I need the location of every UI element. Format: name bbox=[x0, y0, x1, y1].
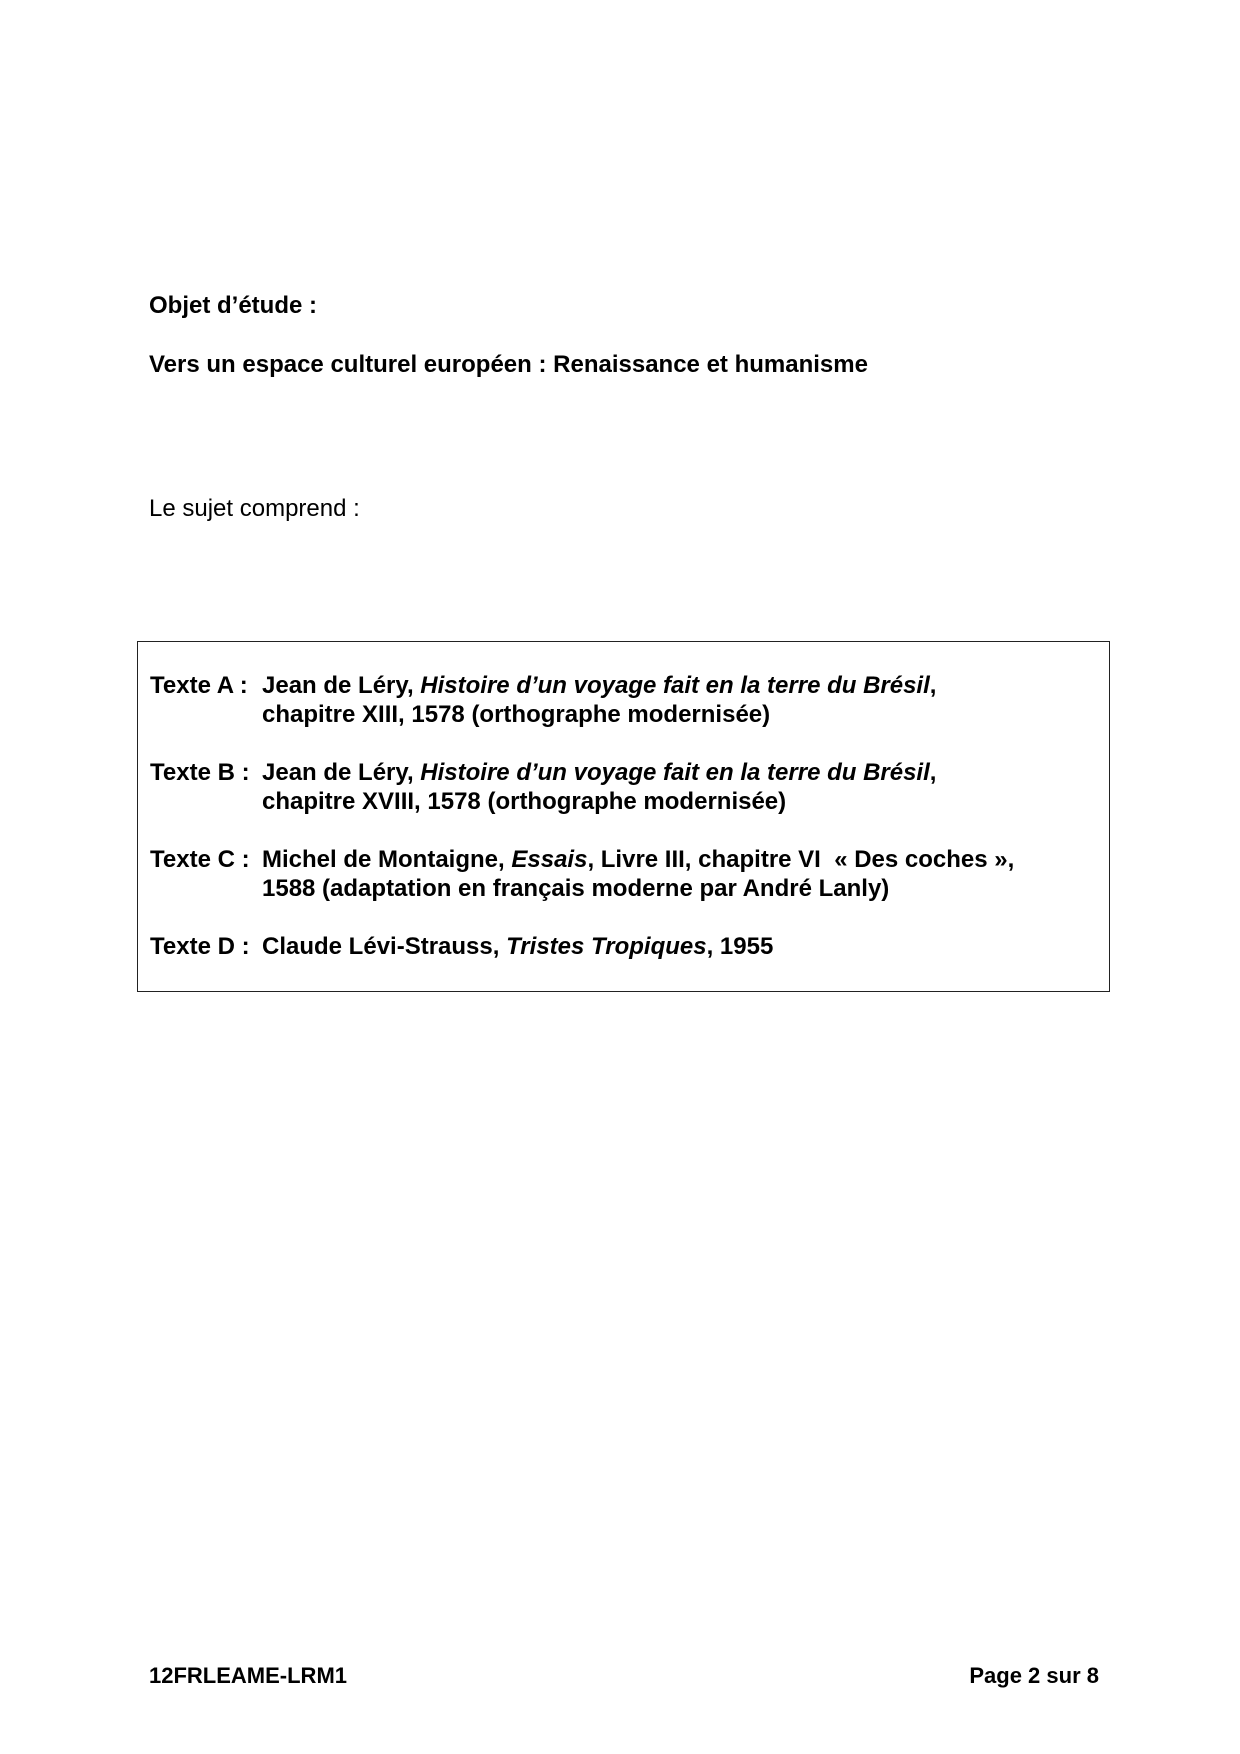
text-entry-label: Texte B : bbox=[150, 759, 250, 786]
text-entry-work: Tristes Tropiques bbox=[506, 933, 707, 960]
text-entry-a bbox=[150, 671, 936, 729]
text-entry-work: Essais bbox=[511, 846, 588, 873]
text-entry-after: , Livre III, chapitre VI « Des coches », bbox=[587, 846, 1015, 873]
texts-list-box bbox=[137, 641, 1110, 992]
text-entry-line2: chapitre XIII, 1578 (orthographe modernisée) bbox=[262, 701, 771, 728]
text-entry-after: , bbox=[929, 759, 937, 786]
footer-page-number: Page 2 sur 8 bbox=[969, 1663, 1099, 1688]
text-entry-b bbox=[150, 758, 936, 816]
text-entry-label: Texte A : bbox=[150, 672, 248, 699]
text-entry-author: Jean de Léry, bbox=[262, 759, 421, 786]
text-entry-author: Jean de Léry, bbox=[262, 672, 421, 699]
text-entry-after: , bbox=[929, 672, 937, 699]
objet-title: Vers un espace culturel européen : Renaissance et humanisme bbox=[149, 351, 868, 378]
text-entry-label: Texte D : bbox=[150, 933, 250, 960]
objet-label: Objet d’étude : bbox=[149, 292, 317, 319]
text-entry-author: Michel de Montaigne, bbox=[262, 846, 512, 873]
text-entry-d bbox=[150, 932, 773, 961]
text-entry-line2: chapitre XVIII, 1578 (orthographe modernisée) bbox=[262, 788, 787, 815]
text-entry-label: Texte C : bbox=[150, 846, 250, 873]
text-entry-work: Histoire d’un voyage fait en la terre du Brésil bbox=[420, 759, 930, 786]
text-entry-work: Histoire d’un voyage fait en la terre du Brésil bbox=[420, 672, 930, 699]
footer-exam-code: 12FRLEAME-LRM1 bbox=[149, 1663, 348, 1688]
text-entry-line2: 1588 (adaptation en français moderne par André Lanly) bbox=[262, 875, 890, 902]
intro-text: Le sujet comprend : bbox=[149, 495, 360, 522]
text-entry-author: Claude Lévi-Strauss, bbox=[262, 933, 507, 960]
text-entry-after: , 1955 bbox=[706, 933, 774, 960]
text-entry-c bbox=[150, 845, 1014, 903]
